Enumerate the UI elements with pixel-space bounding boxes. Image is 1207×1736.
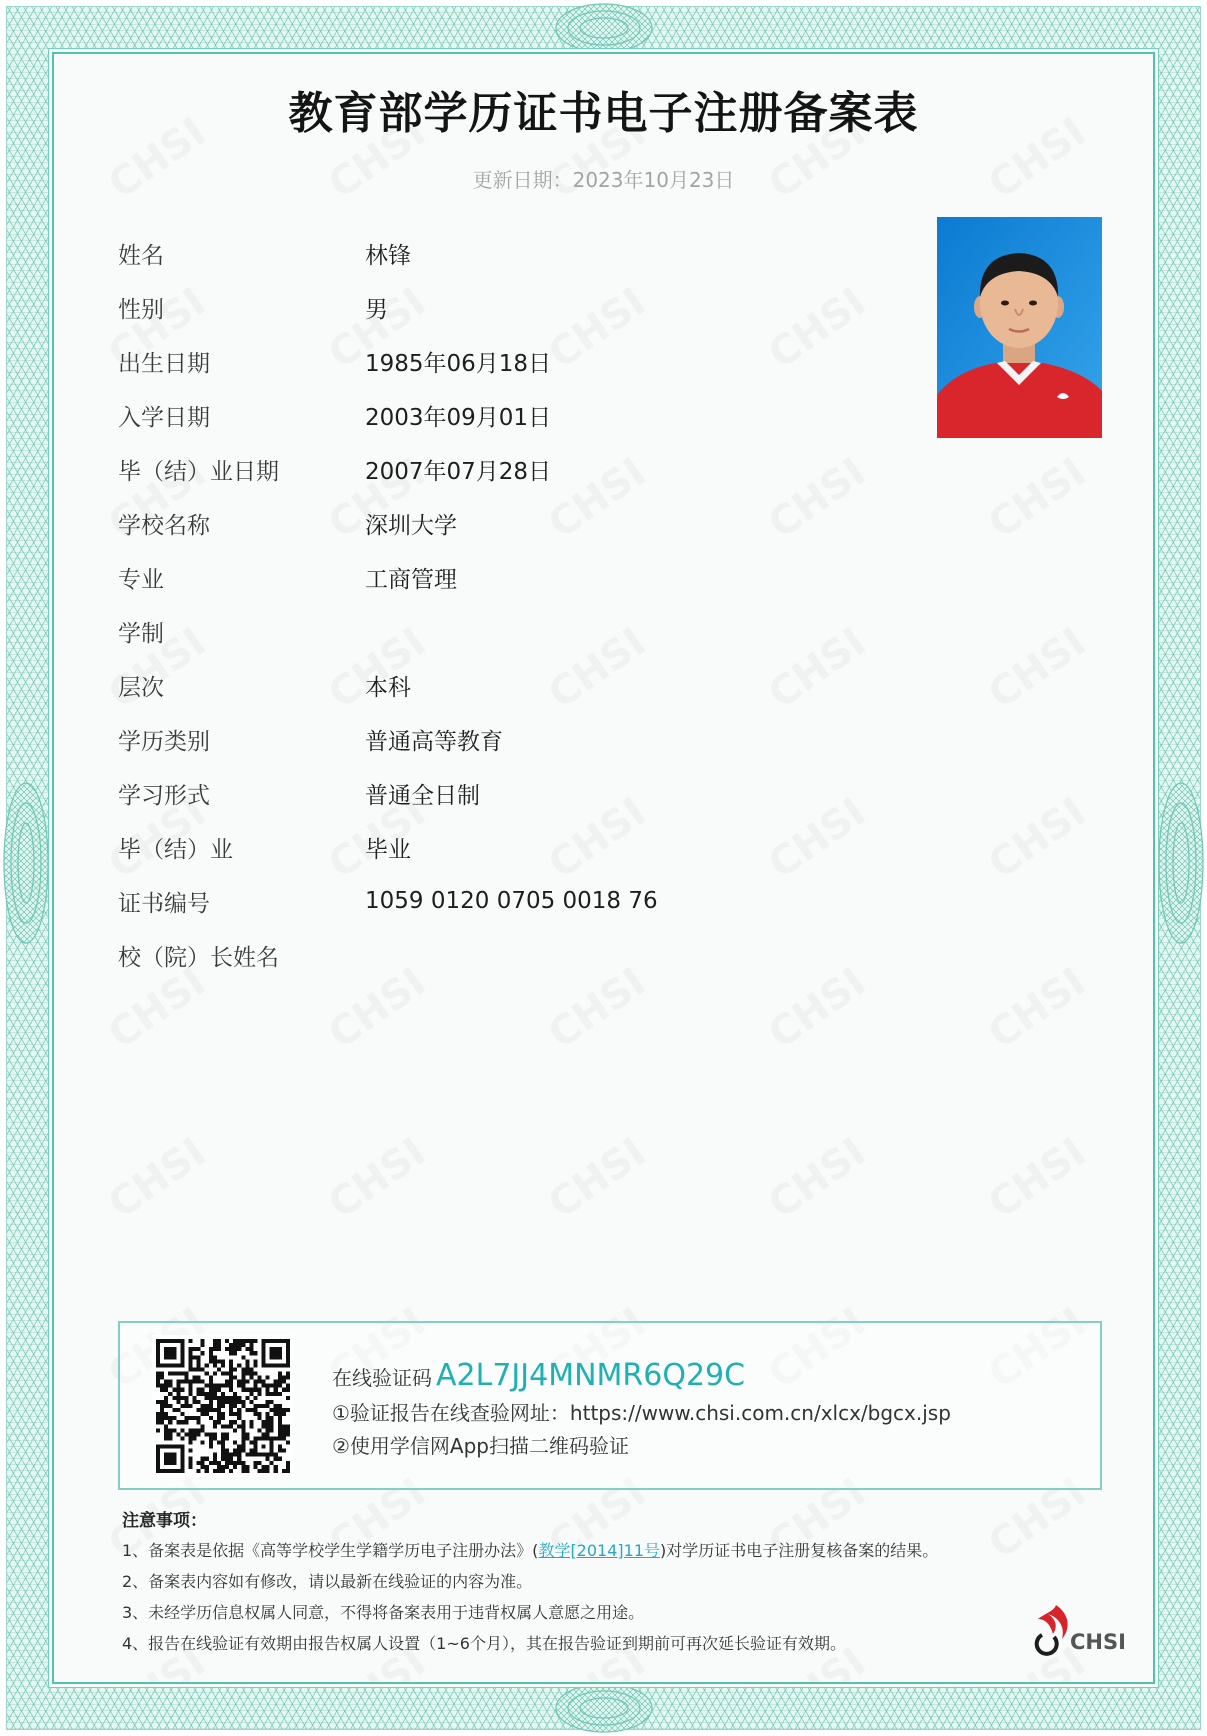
page-title: 教育部学历证书电子注册备案表 xyxy=(288,88,919,139)
field-name xyxy=(118,226,898,280)
field-graduation-status xyxy=(118,820,898,874)
field-label: 校（院）长姓名 xyxy=(118,944,279,971)
update-date: 更新日期：2023年10月23日 xyxy=(472,168,735,192)
chsi-logo xyxy=(1034,1603,1128,1659)
note-item xyxy=(122,1539,938,1563)
note-text: 1、备案表是依据《高等学校学生学籍学历电子注册办法》( xyxy=(122,1541,539,1560)
note-item: 4、报告在线验证有效期由报告权属人设置（1~6个月），其在报告验证到期前可再次延长验证有效期。 xyxy=(122,1634,846,1653)
field-president-name xyxy=(118,928,898,982)
field-value: 1985年06月18日 xyxy=(365,350,552,377)
field-enroll-date xyxy=(118,388,898,442)
field-label: 性别 xyxy=(118,296,164,323)
record-fields xyxy=(118,226,898,982)
verification-code: A2L7JJ4MNMR6Q29C xyxy=(436,1358,746,1393)
field-value: 林锋 xyxy=(365,242,411,269)
field-label: 毕（结）业日期 xyxy=(118,458,279,485)
field-study-mode xyxy=(118,766,898,820)
field-value: 2003年09月01日 xyxy=(365,404,552,431)
field-certificate-number xyxy=(118,874,898,928)
field-label: 姓名 xyxy=(118,242,164,269)
field-label: 出生日期 xyxy=(118,350,210,377)
verification-code-line xyxy=(332,1358,745,1398)
verification-url-line: ①验证报告在线查验网址：https://www.chsi.com.cn/xlcx/bgcx.jsp xyxy=(332,1401,951,1425)
notes-heading: 注意事项： xyxy=(122,1511,207,1531)
field-duration xyxy=(118,604,898,658)
field-value: 普通全日制 xyxy=(365,782,480,809)
field-label: 入学日期 xyxy=(118,404,210,431)
field-label: 层次 xyxy=(118,674,164,701)
field-value: 普通高等教育 xyxy=(365,728,503,755)
field-gender xyxy=(118,280,898,334)
field-education-type xyxy=(118,712,898,766)
regulation-link[interactable]: 教学[2014]11号 xyxy=(538,1541,661,1560)
field-value: 工商管理 xyxy=(365,566,457,593)
qr-code xyxy=(152,1335,294,1477)
field-value: 1059 0120 0705 0018 76 xyxy=(365,888,658,914)
field-value: 深圳大学 xyxy=(365,512,457,539)
field-school xyxy=(118,496,898,550)
note-item: 2、备案表内容如有修改，请以最新在线验证的内容为准。 xyxy=(122,1572,533,1591)
field-value: 本科 xyxy=(365,674,411,701)
field-label: 学历类别 xyxy=(118,728,210,755)
id-photo xyxy=(937,217,1102,438)
field-graduation-date xyxy=(118,442,898,496)
field-value: 毕业 xyxy=(365,836,411,863)
verification-app-line: ②使用学信网App扫描二维码验证 xyxy=(332,1434,630,1458)
field-label: 专业 xyxy=(118,566,164,593)
note-text: )对学历证书电子注册复核备案的结果。 xyxy=(660,1541,939,1560)
field-major xyxy=(118,550,898,604)
note-item: 3、未经学历信息权属人同意，不得将备案表用于违背权属人意愿之用途。 xyxy=(122,1603,645,1622)
chsi-logo-text: CHSI xyxy=(1070,1630,1126,1654)
field-label: 学习形式 xyxy=(118,782,210,809)
field-label: 学制 xyxy=(118,620,164,647)
field-value: 男 xyxy=(365,296,388,323)
field-label: 证书编号 xyxy=(118,890,210,917)
field-label: 毕（结）业 xyxy=(118,836,233,863)
field-level xyxy=(118,658,898,712)
field-label: 学校名称 xyxy=(118,512,210,539)
field-value: 2007年07月28日 xyxy=(365,458,552,485)
field-birth-date xyxy=(118,334,898,388)
verification-code-label: 在线验证码 xyxy=(332,1366,432,1390)
